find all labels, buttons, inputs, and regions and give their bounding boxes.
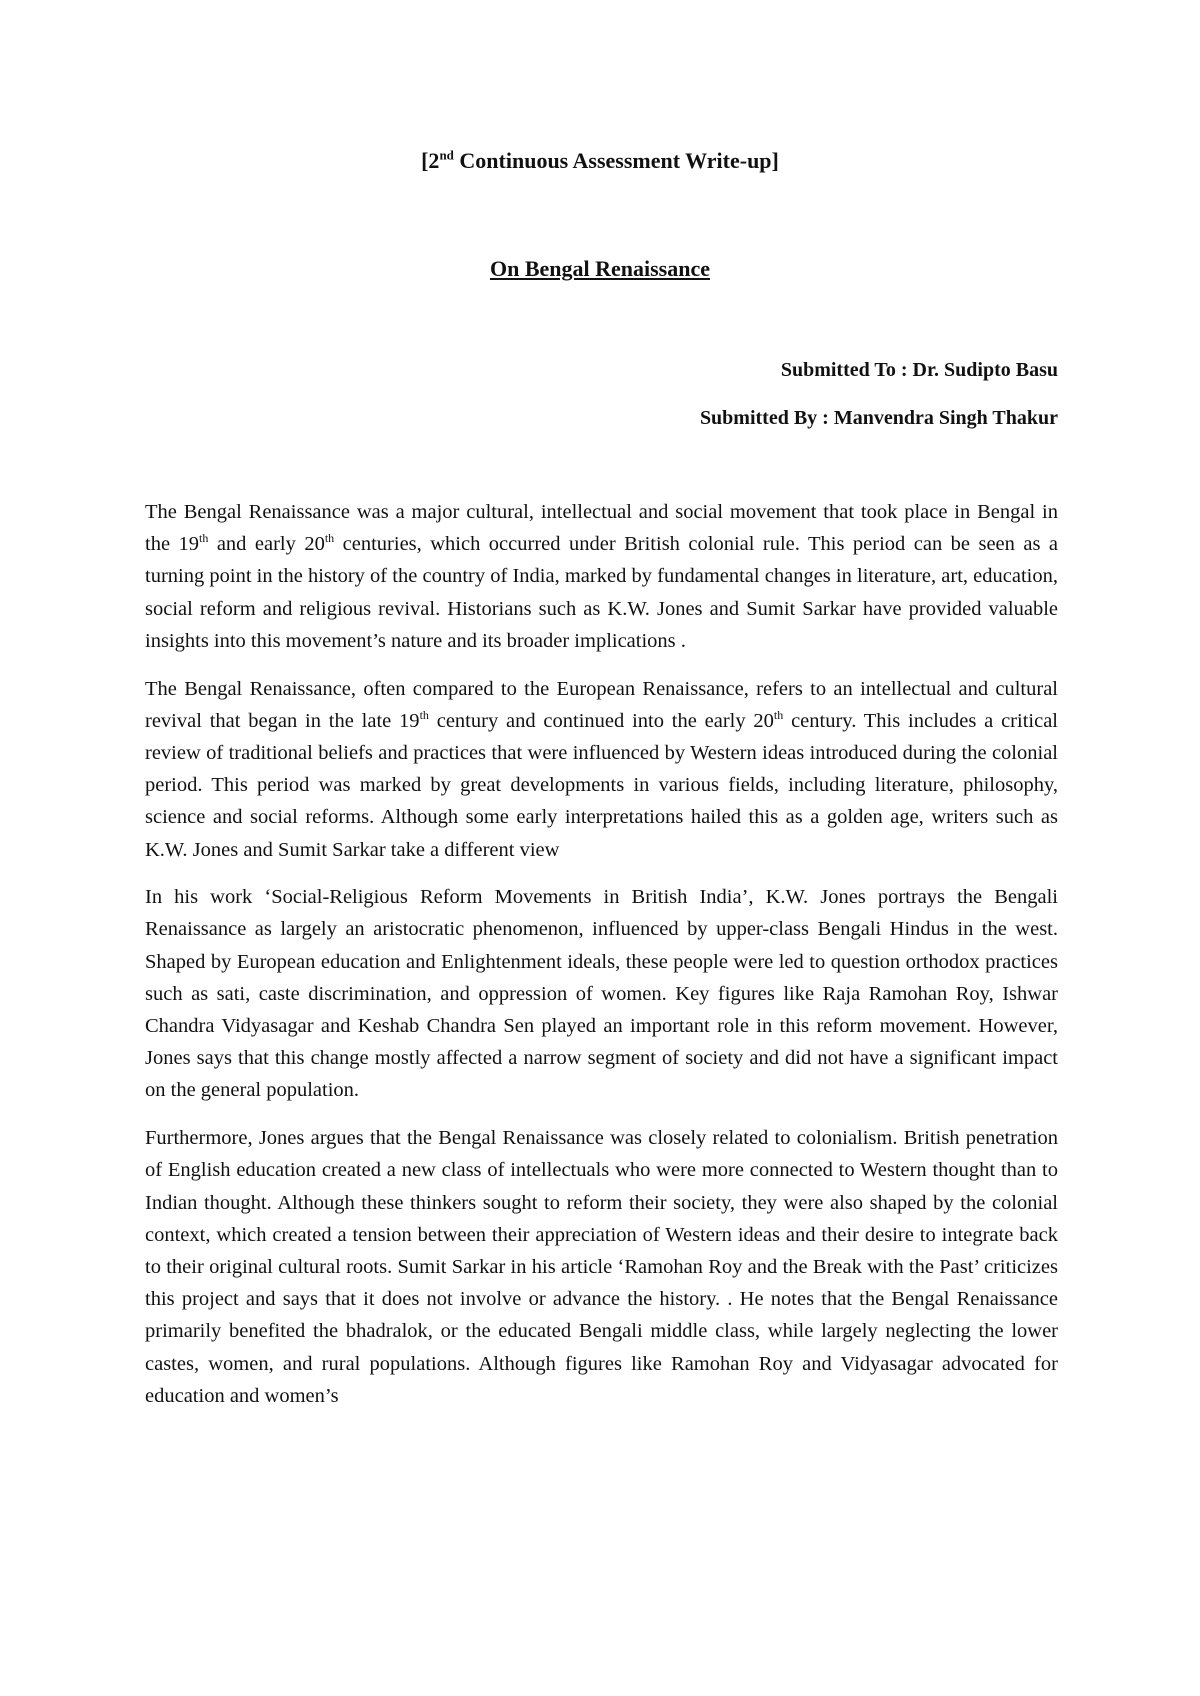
ordinal-suffix: th xyxy=(419,707,429,722)
paragraph-1 xyxy=(145,496,1058,657)
paragraph-1-part-a: The Bengal Renaissance was a major cultural, intellectual and social movement that took place in Bengal in the 19 xyxy=(145,501,1058,556)
paragraph-2-part-c: century. This includes a critical review of traditional beliefs and practices that were influenced by Western ideas introduced during the colonial period. This period was marked by great developments in various fields, including literature, philosophy, science and social reforms. Although some early interpretations hailed this as a golden age, writers such as K.W. Jones and Sumit Sarkar take a different view xyxy=(145,709,1058,861)
paragraph-3: In his work ‘Social-Religious Reform Movements in British India’, K.W. Jones portrays the Bengali Renaissance as largely an aristocratic phenomenon, influenced by upper-class Bengali Hindus in the west. Shaped by European education and Enlightenment ideals, these people were led to question orthodox practices such as sati, caste discrimination, and oppression of women. Key figures like Raja Ramohan Roy, Ishwar Chandra Vidyasagar and Keshab Chandra Sen played an important role in this reform movement. However, Jones says that this change mostly affected a narrow segment of society and did not have a significant impact on the general population. xyxy=(145,886,1058,1102)
title-superscript: nd xyxy=(439,147,454,163)
body-text xyxy=(145,496,1058,1427)
submitted-by: Submitted By : Manvendra Singh Thakur xyxy=(699,407,1058,429)
submitted-to: Submitted To : Dr. Sudipto Basu xyxy=(780,359,1058,381)
document-subtitle: On Bengal Renaissance xyxy=(489,256,711,281)
title-rest: Continuous Assessment Write-up] xyxy=(453,148,779,173)
paragraph-2-part-a: The Bengal Renaissance, often compared to the European Renaissance, refers to an intellectual and cultural revival that began in the late 19 xyxy=(145,677,1058,732)
paragraph-4: Furthermore, Jones argues that the Bengal Renaissance was closely related to colonialism. British penetration of English education created a new class of intellectuals who were more connected to Western thought than to Indian thought. Although these thinkers sought to reform their society, they were also shaped by the colonial context, which created a tension between their appreciation of Western ideas and their desire to integrate back to their original cultural roots. Sumit Sarkar in his article ‘Ramohan Roy and the Break with the Past’ criticizes this project and says that it does not involve or advance the history. . He notes that the Bengal Renaissance primarily benefited the bhadralok, or the educated Bengali middle class, while largely neglecting the lower castes, women, and rural populations. Although figures like Ramohan Roy and Vidyasagar advocated for education and women’s xyxy=(145,1127,1058,1407)
ordinal-suffix: th xyxy=(199,531,209,546)
paragraph-1-part-c: centuries, which occurred under British colonial rule. This period can be seen as a turning point in the history of the country of India, marked by fundamental changes in literature, art, education, social reform and religious revival. Historians such as K.W. Jones and Sumit Sarkar have provided valuable insights into this movement’s nature and its broader implications . xyxy=(145,533,1059,652)
ordinal-suffix: th xyxy=(324,531,335,546)
paragraph-2-part-b: century and continued into the early 20 xyxy=(428,709,774,732)
title-open: [2 xyxy=(421,148,440,173)
ordinal-suffix: th xyxy=(773,707,784,722)
paragraph-2 xyxy=(145,673,1058,866)
paragraph-1-part-b: and early 20 xyxy=(208,533,325,556)
document-title xyxy=(0,148,1200,174)
